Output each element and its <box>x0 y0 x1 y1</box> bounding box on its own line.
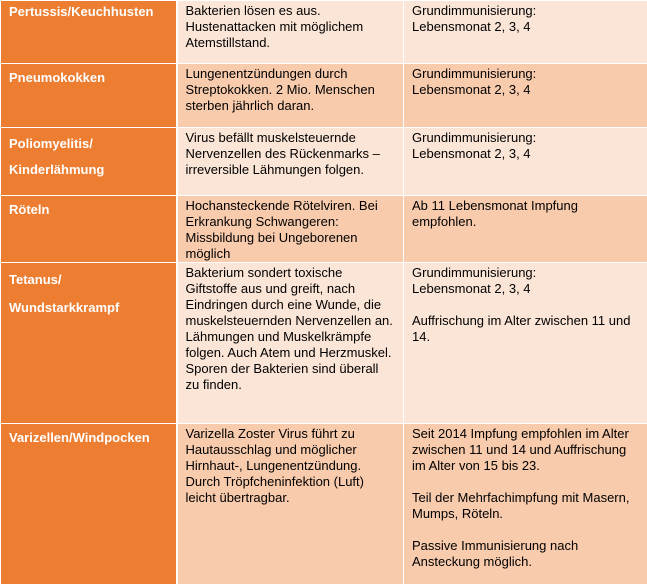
table-row <box>1 196 647 263</box>
vaccination-recommendation: Grundimmunisierung: Lebensmonat 2, 3, 4 <box>404 64 647 128</box>
disease-name: Varizellen/Windpocken <box>1 424 177 585</box>
table-row <box>1 424 647 585</box>
disease-description: Bakterien lösen es aus. Hustenattacken mit möglichem Atemstillstand. <box>177 1 404 64</box>
vaccination-recommendation: Seit 2014 Impfung empfohlen im Alter zwischen 11 und 14 und Auffrischung im Alter von 15 bis 23. Teil der Mehrfachimpfung mit Masern, Mumps, Röteln. Passive Immunisierung nach Ansteckung möglich. <box>404 424 647 585</box>
disease-name: Tetanus/ Wundstarkkrampf <box>1 263 177 424</box>
disease-description: Bakterium sondert toxische Giftstoffe aus und greift, nach Eindringen durch eine Wunde, die muskelsteuernden Nervenzellen an. Lähmungen und Muskelkrämpfe folgen. Auch Atem und Herzmuskel. Sporen der Bakterien sind überall zu finden. <box>177 263 404 424</box>
vaccination-recommendation: Grundimmunisierung: Lebensmonat 2, 3, 4 <box>404 1 647 64</box>
table-row <box>1 1 647 64</box>
table-row <box>1 128 647 196</box>
disease-description: Virus befällt muskelsteuernde Nervenzellen des Rückenmarks – irreversible Lähmungen folgen. <box>177 128 404 196</box>
table-row <box>1 263 647 424</box>
disease-description: Hochansteckende Rötelviren. Bei Erkrankung Schwangeren: Missbildung bei Ungeborenen möglich <box>177 196 404 263</box>
table-row <box>1 64 647 128</box>
vaccination-recommendation: Grundimmunisierung: Lebensmonat 2, 3, 4 Auffrischung im Alter zwischen 11 und 14. <box>404 263 647 424</box>
disease-name: Röteln <box>1 196 177 263</box>
disease-name: Poliomyelitis/ Kinderlähmung <box>1 128 177 196</box>
disease-name: Pneumokokken <box>1 64 177 128</box>
disease-name: Pertussis/Keuchhusten <box>1 1 177 64</box>
vaccination-recommendation: Grundimmunisierung: Lebensmonat 2, 3, 4 <box>404 128 647 196</box>
vaccination-recommendation: Ab 11 Lebensmonat Impfung empfohlen. <box>404 196 647 263</box>
disease-description: Lungenentzündungen durch Streptokokken. 2 Mio. Menschen sterben jährlich daran. <box>177 64 404 128</box>
disease-description: Varizella Zoster Virus führt zu Hautausschlag und möglicher Hirnhaut-, Lungenentzündung. Durch Tröpfcheninfektion (Luft) leicht übertragbar. <box>177 424 404 585</box>
